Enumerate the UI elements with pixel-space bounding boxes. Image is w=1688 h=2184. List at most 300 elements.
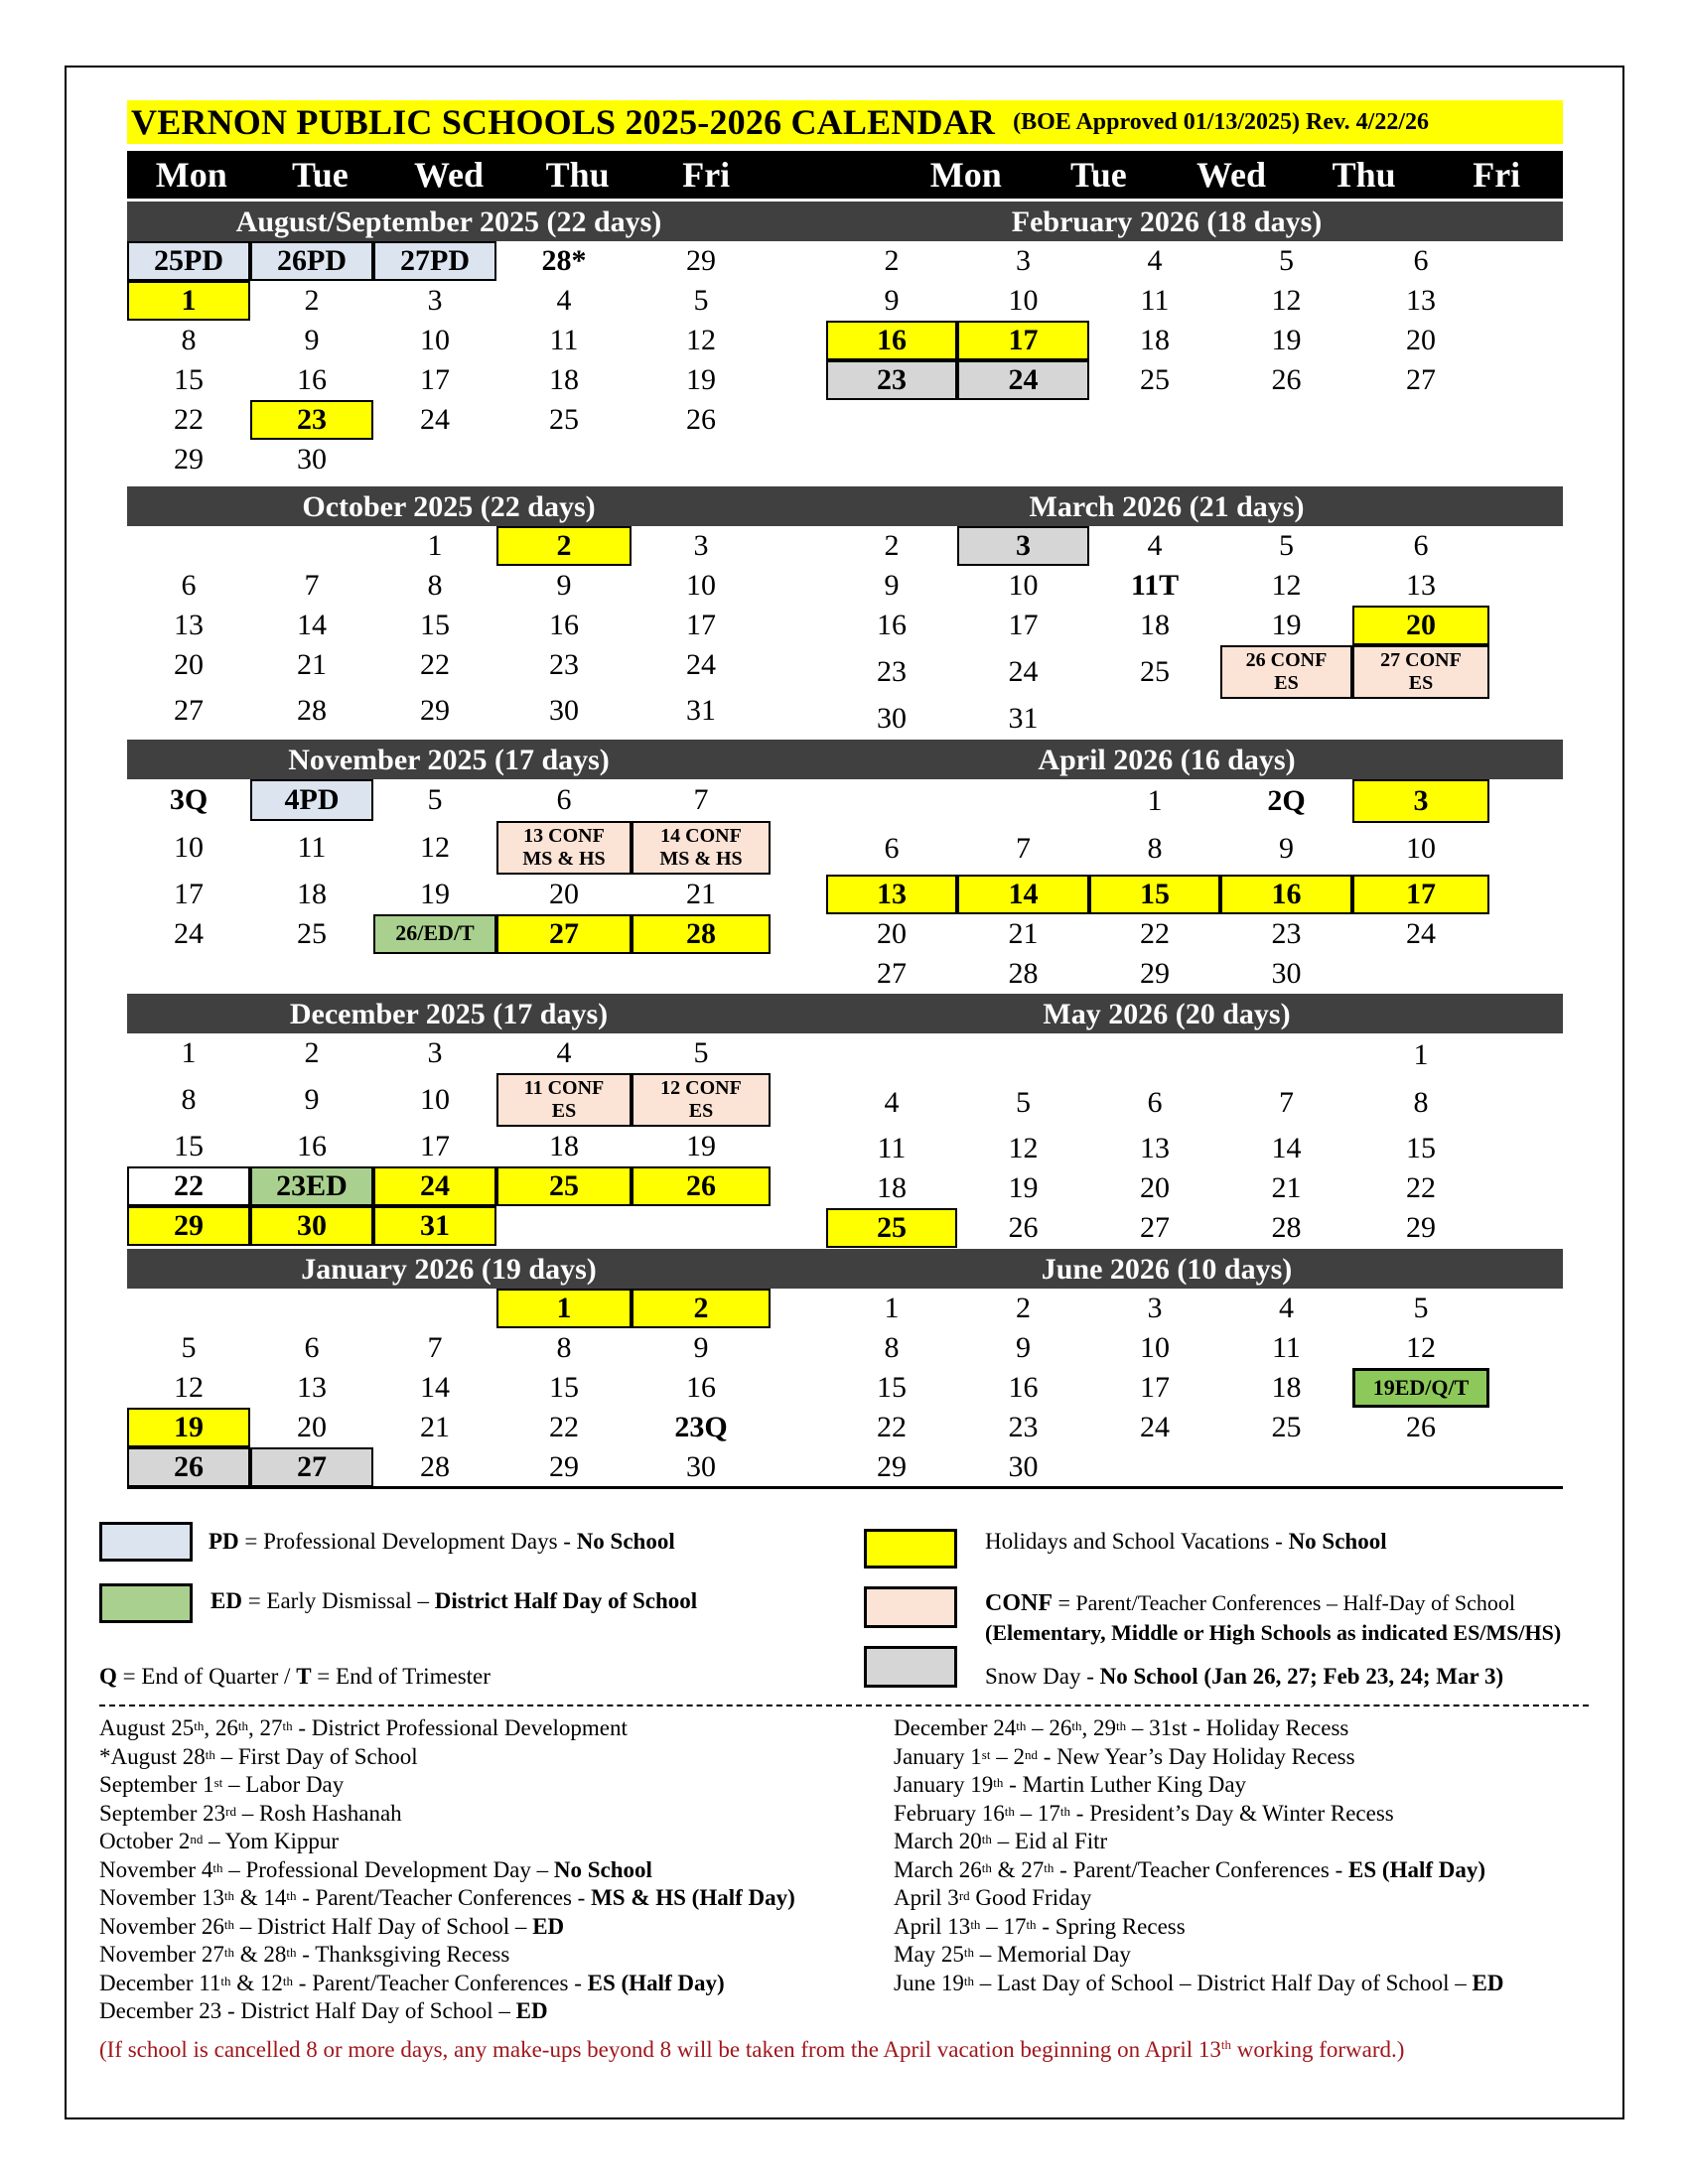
note-line — [99, 1884, 795, 1913]
day-cell: 8 — [556, 1331, 572, 1364]
note-text: - District Professional Development — [292, 1715, 628, 1740]
note-text: – Rosh Hashanah — [235, 1800, 402, 1826]
month-header: February 2026 (18 days) — [771, 202, 1563, 241]
day-cell: 3 — [427, 284, 443, 317]
month-jun — [771, 1249, 1563, 1487]
day-cell: 5 — [427, 783, 443, 816]
day-cell: 12 — [1406, 1331, 1436, 1364]
weekday-fri: Fri — [682, 155, 731, 195]
day-cell: 5 — [693, 1036, 709, 1069]
day-cell: 6 — [884, 832, 900, 865]
legend-ed — [211, 1588, 697, 1614]
empty-cell — [1352, 1447, 1489, 1487]
ordinal-suffix: th — [286, 1888, 297, 1903]
day-cell: 29 — [174, 443, 204, 476]
note-line — [894, 1913, 1503, 1942]
day-cell: 5 — [693, 284, 709, 317]
day-cell: 9 — [884, 569, 900, 602]
legend-t: T — [296, 1664, 312, 1689]
day-cell: 9 — [304, 324, 320, 356]
day-cell: 7 — [693, 783, 709, 816]
day-cell: 10 — [1140, 1331, 1170, 1364]
empty-cell — [250, 526, 373, 566]
day-cell — [1220, 645, 1352, 699]
day-cell: 28 — [1008, 957, 1039, 990]
day-cell: 17 — [686, 609, 716, 641]
legend-t-text: = End of Trimester — [311, 1664, 491, 1689]
day-cell: 25 — [496, 1166, 632, 1206]
day-label: 12 CONF — [660, 1077, 742, 1099]
day-cell: 30 — [297, 443, 327, 476]
note-text: – First Day of School — [214, 1743, 418, 1769]
note-text: – 26 — [1026, 1715, 1072, 1740]
day-cell: 20 — [549, 878, 579, 910]
note-line — [99, 1856, 795, 1885]
day-cell: 20 — [1140, 1171, 1170, 1204]
day-cell: 6 — [556, 783, 572, 816]
month-grid — [771, 779, 1563, 994]
month-grid — [771, 1289, 1563, 1487]
ordinal-suffix: th — [1220, 2037, 1232, 2052]
note-text: November 27 — [99, 1942, 224, 1967]
day-cell: 16 — [686, 1371, 716, 1404]
day-cell: 8 — [1147, 832, 1163, 865]
legend-swatch-ed — [99, 1583, 193, 1623]
legend-ed-bold: District Half Day of School — [434, 1588, 698, 1613]
day-cell: 18 — [297, 878, 327, 910]
day-cell: 18 — [549, 1130, 579, 1162]
day-cell: 29 — [549, 1450, 579, 1483]
ordinal-suffix: th — [212, 1859, 223, 1875]
weekday-fri: Fri — [1473, 155, 1521, 195]
month-header: October 2025 (22 days) — [127, 486, 771, 526]
day-cell: 21 — [297, 648, 327, 681]
day-cell: 25 — [1271, 1411, 1302, 1443]
empty-cell — [373, 440, 496, 479]
day-cell — [1352, 645, 1489, 699]
weekday-tue: Tue — [1070, 155, 1127, 195]
day-cell: 11 — [297, 831, 327, 864]
day-cell: 31 — [1008, 702, 1039, 735]
day-cell: 1 — [127, 281, 250, 321]
month-grid — [127, 241, 771, 479]
day-cell: 10 — [174, 831, 204, 864]
note-text: – Last Day of School – District Half Day of School – — [974, 1970, 1473, 1995]
ordinal-suffix: th — [1071, 1718, 1082, 1733]
empty-cell — [957, 1033, 1089, 1077]
note-line — [99, 1743, 795, 1772]
day-cell: 8 — [427, 569, 443, 602]
empty-cell — [250, 1289, 373, 1328]
day-cell: 15 — [1089, 875, 1220, 914]
day-cell: 24 — [1406, 917, 1436, 950]
month-grid — [127, 779, 771, 954]
day-cell: 27 — [1140, 1211, 1170, 1244]
day-cell: 7 — [304, 569, 320, 602]
day-cell: 30 — [549, 694, 579, 727]
emphasis-text: ES (Half Day) — [587, 1970, 725, 1995]
day-cell: 19 — [127, 1408, 250, 1447]
day-cell: 17 — [957, 321, 1089, 360]
day-cell: 16 — [1008, 1371, 1039, 1404]
legend-swatch-pd — [99, 1522, 193, 1562]
day-cell: 15 — [549, 1371, 579, 1404]
note-text: - Parent/Teacher Conferences - — [1054, 1856, 1349, 1882]
day-cell: 18 — [1140, 324, 1170, 356]
legend-conf-text: = Parent/Teacher Conferences – Half-Day of School — [1053, 1590, 1515, 1615]
note-text: June 19 — [894, 1970, 964, 1995]
month-aug-sep — [127, 202, 771, 479]
empty-cell — [127, 1289, 250, 1328]
day-cell: 26 — [1008, 1211, 1039, 1244]
ordinal-suffix: th — [1004, 1803, 1015, 1819]
weekday-header-left — [127, 151, 771, 199]
day-cell: 23 — [1008, 1411, 1039, 1443]
day-cell: 25 — [826, 1208, 957, 1248]
month-feb — [771, 202, 1563, 400]
note-text: – 31st - Holiday Recess — [1126, 1715, 1349, 1740]
note-text: - New Year’s Day Holiday Recess — [1037, 1743, 1355, 1769]
ordinal-suffix: th — [223, 1916, 234, 1932]
day-cell: 26 — [1271, 363, 1302, 396]
day-cell: 12 — [420, 831, 450, 864]
emphasis-text: ED — [532, 1913, 565, 1939]
day-cell: 29 — [686, 244, 716, 277]
day-cell: 29 — [1406, 1211, 1436, 1244]
day-cell — [632, 1073, 771, 1127]
day-cell: 8 — [181, 324, 197, 356]
day-cell: 5 — [181, 1331, 197, 1364]
day-cell: 12 — [1271, 569, 1302, 602]
legend-pd — [209, 1529, 675, 1555]
day-cell: 28 — [420, 1450, 450, 1483]
ordinal-suffix: st — [213, 1775, 223, 1790]
note-text: – Yom Kippur — [203, 1829, 340, 1853]
day-cell: 23 — [877, 655, 907, 688]
day-cell: 16 — [877, 609, 907, 641]
day-cell: 2 — [304, 1036, 320, 1069]
note-line — [894, 1856, 1503, 1885]
month-apr — [771, 740, 1563, 994]
day-cell: 12 — [174, 1371, 204, 1404]
note-line — [99, 1714, 795, 1743]
conference-level: MS & HS — [659, 848, 743, 870]
day-cell: 23 — [250, 400, 373, 440]
month-header: April 2026 (16 days) — [771, 740, 1563, 779]
month-nov — [127, 740, 771, 954]
legend-ed-text: = Early Dismissal – — [241, 1588, 435, 1613]
note-text: – 17 — [980, 1913, 1027, 1939]
day-cell: 4 — [1147, 529, 1163, 562]
conference-level: MS & HS — [522, 848, 606, 870]
day-cell: 17 — [420, 1130, 450, 1162]
notes-right — [894, 1714, 1503, 1997]
day-cell: 23 — [549, 648, 579, 681]
day-cell: 18 — [1140, 609, 1170, 641]
day-cell: 17 — [1352, 875, 1489, 914]
note-text: December 23 - District Half Day of School – — [99, 1998, 516, 2023]
note-line — [894, 1771, 1503, 1800]
day-cell: 17 — [1140, 1371, 1170, 1404]
day-cell: 5 — [1279, 244, 1294, 277]
conference-level: ES — [1408, 672, 1434, 694]
day-cell: 8 — [181, 1083, 197, 1116]
note-text: November 13 — [99, 1885, 224, 1910]
conference-level: ES — [688, 1100, 714, 1122]
day-cell: 19 — [1271, 609, 1302, 641]
day-cell: 27 — [174, 694, 204, 727]
day-cell: 27 — [877, 957, 907, 990]
day-cell: 8 — [884, 1331, 900, 1364]
day-cell: 3Q — [169, 783, 209, 816]
day-cell: 4 — [884, 1086, 900, 1119]
day-cell: 20 — [1406, 324, 1436, 356]
ordinal-suffix: th — [237, 1718, 248, 1733]
day-cell: 25 — [549, 403, 579, 436]
day-cell: 9 — [1016, 1331, 1031, 1364]
day-cell: 2 — [884, 244, 900, 277]
ordinal-suffix: th — [282, 1718, 293, 1733]
ordinal-suffix: th — [963, 1973, 975, 1988]
day-cell: 27 — [1406, 363, 1436, 396]
day-cell: 20 — [297, 1411, 327, 1443]
month-dec — [127, 994, 771, 1246]
note-line — [99, 1970, 795, 1998]
legend-holiday — [985, 1529, 1387, 1555]
day-cell: 26/ED/T — [373, 914, 496, 954]
ordinal-suffix: th — [220, 1973, 231, 1988]
day-cell: 2 — [632, 1289, 771, 1328]
ordinal-suffix: th — [963, 1945, 975, 1960]
day-cell: 11 — [1272, 1331, 1301, 1364]
day-cell: 4 — [1279, 1292, 1294, 1324]
note-text: & 12 — [230, 1970, 283, 1995]
ordinal-suffix: th — [981, 1832, 992, 1846]
day-cell: 29 — [420, 694, 450, 727]
day-cell: 10 — [1008, 569, 1039, 602]
ordinal-suffix: th — [286, 1945, 297, 1960]
month-header: November 2025 (17 days) — [127, 740, 771, 779]
day-cell: 24 — [957, 360, 1089, 400]
day-cell: 10 — [420, 1083, 450, 1116]
day-cell: 20 — [174, 648, 204, 681]
day-cell: 25 — [1140, 363, 1170, 396]
ordinal-suffix: th — [1044, 1859, 1055, 1875]
emphasis-text: ED — [1472, 1970, 1504, 1995]
note-text: – 17 — [1014, 1800, 1060, 1826]
dashed-divider — [99, 1705, 1589, 1706]
legend-swatch-snow — [864, 1646, 957, 1688]
day-cell: 4 — [1147, 244, 1163, 277]
day-cell: 10 — [1406, 832, 1436, 865]
month-header: May 2026 (20 days) — [771, 994, 1563, 1033]
day-cell: 26 — [127, 1447, 250, 1487]
day-cell: 10 — [420, 324, 450, 356]
day-cell: 6 — [1147, 1086, 1163, 1119]
empty-cell — [826, 779, 957, 823]
note-text: – Eid al Fitr — [991, 1829, 1108, 1853]
day-cell: 1 — [1147, 784, 1163, 817]
day-cell: 12 — [1271, 284, 1302, 317]
day-cell: 9 — [304, 1083, 320, 1116]
legend-pd-abbr: PD — [209, 1529, 239, 1554]
day-cell: 20 — [1352, 606, 1489, 645]
day-cell: 6 — [181, 569, 197, 602]
ordinal-suffix: nd — [190, 1832, 204, 1846]
weekday-wed: Wed — [413, 155, 484, 195]
day-cell: 3 — [1016, 244, 1031, 277]
ordinal-suffix: th — [1116, 1718, 1127, 1733]
ordinal-suffix: th — [205, 1746, 215, 1762]
weekday-wed: Wed — [1196, 155, 1266, 195]
note-line — [894, 1743, 1503, 1772]
month-grid — [127, 526, 771, 737]
day-cell: 28 — [297, 694, 327, 727]
day-cell: 26 — [686, 403, 716, 436]
note-text: – 2 — [990, 1743, 1025, 1769]
month-grid — [771, 1033, 1563, 1248]
day-cell: 4PD — [250, 779, 373, 821]
day-cell: 22 — [127, 1166, 250, 1206]
note-text: - Parent/Teacher Conferences - — [293, 1970, 588, 1995]
day-cell: 22 — [1406, 1171, 1436, 1204]
day-cell: 5 — [1413, 1292, 1429, 1324]
note-line — [99, 1941, 795, 1970]
note-line — [99, 1800, 795, 1829]
day-cell: 28 — [1271, 1211, 1302, 1244]
month-grid — [127, 1289, 771, 1487]
day-cell: 29 — [127, 1206, 250, 1246]
day-cell: 7 — [1279, 1086, 1294, 1119]
month-grid — [771, 241, 1563, 400]
day-cell: 18 — [877, 1171, 907, 1204]
empty-cell — [632, 1206, 771, 1246]
day-cell: 3 — [693, 529, 709, 562]
note-text: October 2 — [99, 1829, 191, 1853]
legend-holiday-bold: No School — [1288, 1529, 1387, 1554]
day-cell — [496, 1073, 632, 1127]
note-text: November 26 — [99, 1913, 224, 1939]
ordinal-suffix: th — [1059, 1803, 1071, 1819]
day-cell: 23ED — [250, 1166, 373, 1206]
day-cell: 30 — [877, 702, 907, 735]
day-cell: 24 — [1140, 1411, 1170, 1443]
day-cell: 4 — [556, 284, 572, 317]
day-cell: 1 — [1413, 1038, 1429, 1071]
day-cell: 5 — [1279, 529, 1294, 562]
empty-cell — [127, 526, 250, 566]
day-cell: 23 — [826, 360, 957, 400]
day-cell: 16 — [1220, 875, 1352, 914]
note-text: – Labor Day — [222, 1772, 345, 1797]
note-text: & 27 — [991, 1856, 1045, 1882]
approval-revision: (BOE Approved 01/13/2025) Rev. 4/22/26 — [1013, 108, 1430, 135]
empty-cell — [496, 440, 632, 479]
ordinal-suffix: st — [981, 1746, 991, 1762]
day-cell: 21 — [686, 878, 716, 910]
day-cell: 22 — [174, 403, 204, 436]
note-text: - Parent/Teacher Conferences - — [296, 1885, 592, 1910]
day-cell: 13 — [174, 609, 204, 641]
legend-conf-abbr: CONF — [985, 1590, 1053, 1616]
day-cell: 16 — [826, 321, 957, 360]
day-cell: 13 — [1140, 1132, 1170, 1164]
empty-cell — [496, 1206, 632, 1246]
day-cell: 31 — [373, 1206, 496, 1246]
ordinal-suffix: th — [993, 1775, 1004, 1790]
ordinal-suffix: nd — [1024, 1746, 1038, 1762]
note-text: March 26 — [894, 1856, 982, 1882]
note-text: - Martin Luther King Day — [1003, 1772, 1247, 1797]
legend-ed-abbr: ED — [211, 1588, 242, 1613]
day-cell: 15 — [174, 363, 204, 396]
note-line — [894, 1884, 1503, 1913]
note-text: Good Friday — [969, 1885, 1092, 1910]
day-cell: 11 — [877, 1132, 907, 1164]
month-header: March 2026 (21 days) — [771, 486, 1563, 526]
ordinal-suffix: rd — [225, 1803, 236, 1819]
month-may — [771, 994, 1563, 1248]
day-cell: 3 — [957, 526, 1089, 566]
day-cell: 7 — [1016, 832, 1031, 865]
day-cell: 29 — [877, 1450, 907, 1483]
note-text: January 19 — [894, 1772, 994, 1797]
makeup-days-footnote — [99, 2037, 1404, 2063]
legend-q-text: = End of Quarter / — [116, 1664, 297, 1689]
conference-level: ES — [551, 1100, 577, 1122]
day-cell: 30 — [250, 1206, 373, 1246]
note-line — [99, 1771, 795, 1800]
ordinal-suffix: rd — [958, 1888, 970, 1903]
day-cell: 17 — [1008, 609, 1039, 641]
legend-swatch-holiday — [864, 1529, 957, 1569]
empty-cell — [957, 779, 1089, 823]
day-cell: 22 — [877, 1411, 907, 1443]
ordinal-suffix: th — [981, 1859, 992, 1875]
day-cell: 13 — [297, 1371, 327, 1404]
note-text: (If school is cancelled 8 or more days, any make-ups beyond 8 will be taken from the April vacation beginning on April 13 — [99, 2037, 1221, 2062]
day-cell: 28 — [632, 914, 771, 954]
ordinal-suffix: th — [223, 1888, 234, 1903]
legend-snow — [985, 1664, 1503, 1690]
day-cell: 9 — [884, 284, 900, 317]
note-text: , 26 — [204, 1715, 238, 1740]
legend-q: Q — [99, 1664, 117, 1689]
day-cell: 16 — [297, 1130, 327, 1162]
day-cell: 24 — [174, 917, 204, 950]
note-text: September 23 — [99, 1800, 226, 1826]
emphasis-text: ED — [515, 1998, 548, 2023]
day-cell: 15 — [877, 1371, 907, 1404]
day-cell: 14 — [1271, 1132, 1302, 1164]
day-cell: 20 — [877, 917, 907, 950]
note-text: working forward.) — [1231, 2037, 1405, 2062]
note-text: January 1 — [894, 1743, 982, 1769]
empty-cell — [1089, 699, 1220, 739]
day-cell: 12 — [686, 324, 716, 356]
note-text: , 29 — [1081, 1715, 1116, 1740]
ordinal-suffix: th — [1026, 1916, 1037, 1932]
day-cell: 5 — [1016, 1086, 1031, 1119]
month-header: August/September 2025 (22 days) — [127, 202, 771, 241]
day-cell: 29 — [1140, 957, 1170, 990]
legend-conf-line2: (Elementary, Middle or High Schools as indicated ES/MS/HS) — [985, 1620, 1562, 1645]
day-cell: 24 — [420, 403, 450, 436]
day-cell: 14 — [420, 1371, 450, 1404]
day-cell: 4 — [556, 1036, 572, 1069]
day-cell: 22 — [420, 648, 450, 681]
page-title: VERNON PUBLIC SCHOOLS 2025-2026 CALENDAR — [131, 102, 996, 142]
